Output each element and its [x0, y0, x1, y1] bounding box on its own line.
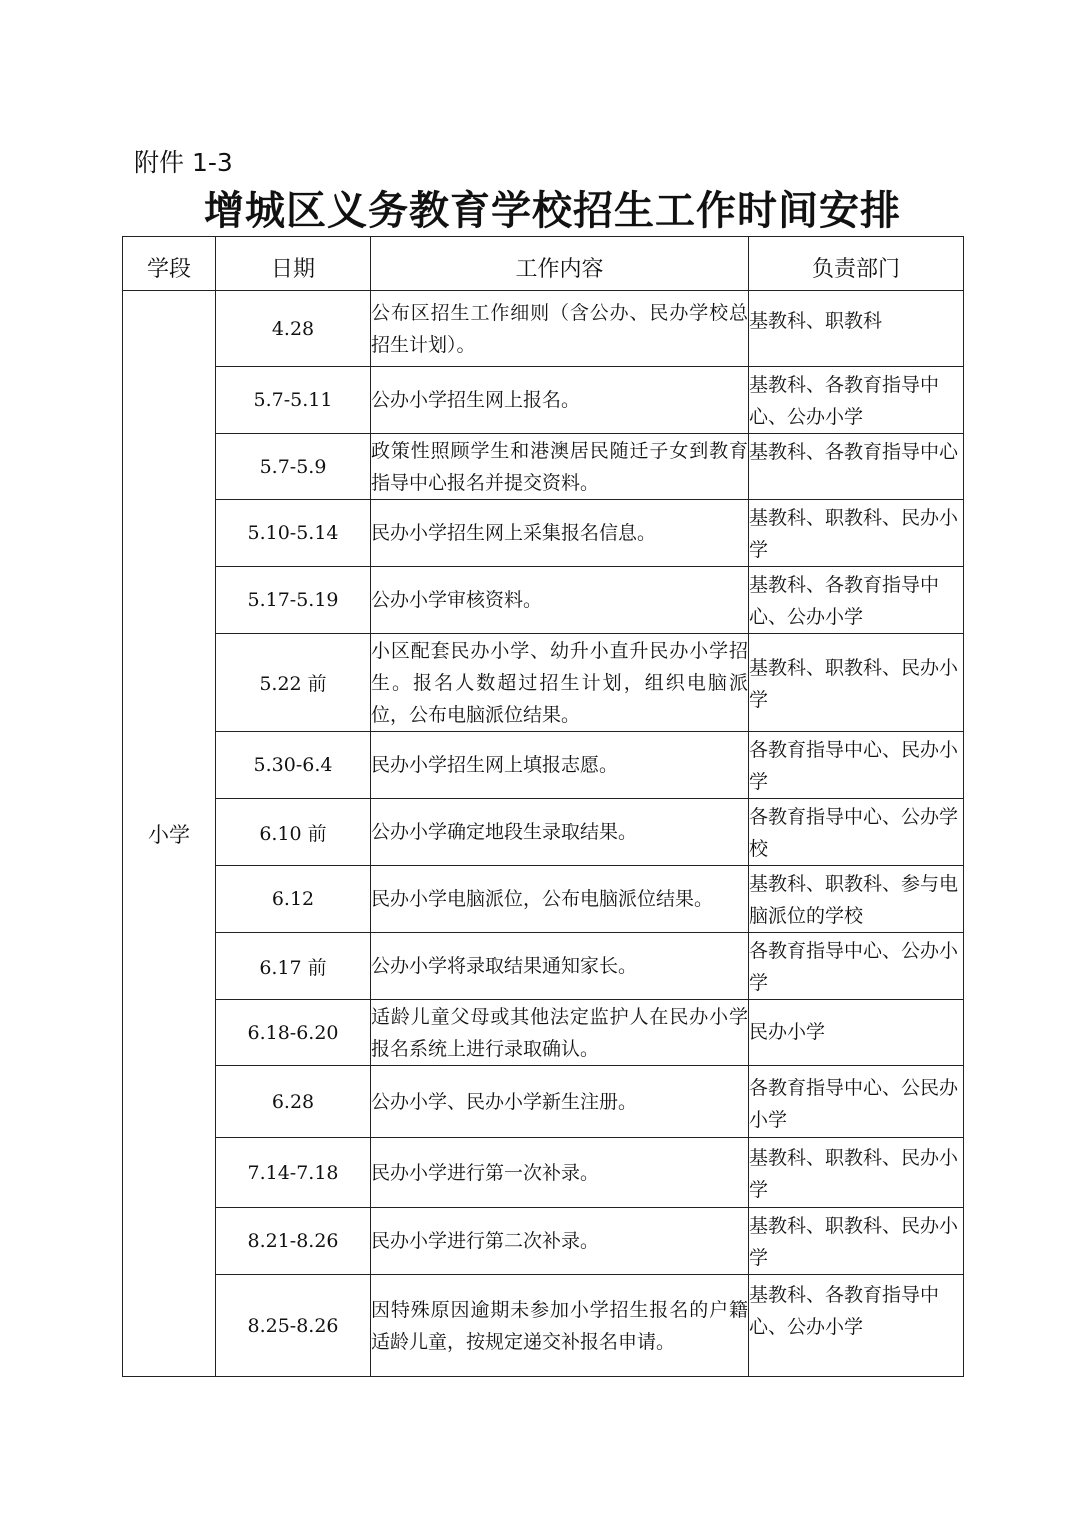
content-cell: 政策性照顾学生和港澳居民随迁子女到教育指导中心报名并提交资料。: [371, 434, 749, 500]
table-row: [123, 799, 964, 866]
dept-text: 基教科、职教科、民办小学: [749, 1147, 959, 1201]
date-cell: 5.30-6.4: [216, 732, 371, 799]
dept-text: 基教科、各教育指导中心、公办小学: [749, 374, 940, 428]
table-row: [123, 367, 964, 434]
table-row: [123, 434, 964, 500]
stage-cell: 小学: [123, 291, 216, 1377]
date-cell: 4.28: [216, 291, 371, 367]
table-header-row: [123, 237, 964, 291]
content-cell: 公办小学审核资料。: [371, 567, 749, 634]
content-cell: 民办小学招生网上填报志愿。: [371, 732, 749, 799]
table-row: [123, 500, 964, 567]
dept-cell: [749, 1275, 964, 1377]
table-row: [123, 291, 964, 367]
table-row: [123, 634, 964, 732]
dept-cell: [749, 634, 964, 732]
dept-cell: [749, 567, 964, 634]
dept-cell: [749, 1066, 964, 1138]
dept-text: 民办小学: [749, 1021, 826, 1043]
content-cell: 民办小学招生网上采集报名信息。: [371, 500, 749, 567]
table-row: [123, 866, 964, 933]
date-cell: 6.18-6.20: [216, 1000, 371, 1066]
content-cell: 民办小学电脑派位，公布电脑派位结果。: [371, 866, 749, 933]
content-cell: 因特殊原因逾期未参加小学招生报名的户籍适龄儿童，按规定递交补报名申请。: [371, 1275, 749, 1377]
content-cell: 公办小学招生网上报名。: [371, 367, 749, 434]
header-stage: 学段: [123, 237, 216, 291]
dept-text: 各教育指导中心、公办小学: [749, 940, 959, 994]
dept-cell: [749, 933, 964, 1000]
content-cell: 民办小学进行第二次补录。: [371, 1208, 749, 1275]
date-cell: 5.7-5.11: [216, 367, 371, 434]
date-cell: 8.25-8.26: [216, 1275, 371, 1377]
dept-text: 基教科、职教科、参与电脑派位的学校: [749, 873, 959, 927]
date-cell: 5.10-5.14: [216, 500, 371, 567]
date-cell: 5.22 前: [216, 634, 371, 732]
schedule-table: [122, 236, 964, 1377]
table-row: [123, 1066, 964, 1138]
dept-text: 基教科、职教科、民办小学: [749, 1215, 959, 1269]
date-cell: 6.10 前: [216, 799, 371, 866]
date-cell: 7.14-7.18: [216, 1138, 371, 1208]
date-cell: 6.17 前: [216, 933, 371, 1000]
content-cell: 适龄儿童父母或其他法定监护人在民办小学报名系统上进行录取确认。: [371, 1000, 749, 1066]
dept-text: 基教科、职教科、民办小学: [749, 657, 959, 711]
dept-text: 各教育指导中心、民办小学: [749, 739, 959, 793]
table-row: [123, 1138, 964, 1208]
table-row: [123, 732, 964, 799]
dept-cell: [749, 291, 964, 367]
dept-cell: [749, 434, 964, 500]
content-cell: 小区配套民办小学、幼升小直升民办小学招生。报名人数超过招生计划，组织电脑派位，公布电脑派位结果。: [371, 634, 749, 732]
header-dept: 负责部门: [749, 237, 964, 291]
table-row: [123, 567, 964, 634]
dept-text: 基教科、各教育指导中心: [749, 441, 959, 463]
dept-cell: [749, 367, 964, 434]
dept-text: 各教育指导中心、公民办小学: [749, 1077, 959, 1131]
dept-text: 基教科、各教育指导中心、公办小学: [749, 574, 940, 628]
date-cell: 6.28: [216, 1066, 371, 1138]
dept-cell: [749, 1000, 964, 1066]
header-content: 工作内容: [371, 237, 749, 291]
content-cell: 公办小学、民办小学新生注册。: [371, 1066, 749, 1138]
table-row: [123, 1275, 964, 1377]
header-date: 日期: [216, 237, 371, 291]
dept-cell: [749, 799, 964, 866]
dept-text: 基教科、职教科、民办小学: [749, 507, 959, 561]
dept-text: 各教育指导中心、公办学校: [749, 806, 959, 860]
dept-text: 基教科、职教科: [749, 310, 883, 332]
dept-text: 基教科、各教育指导中心、公办小学: [749, 1284, 940, 1338]
content-cell: 民办小学进行第一次补录。: [371, 1138, 749, 1208]
table-row: [123, 933, 964, 1000]
attachment-label: 附件 1-3: [134, 148, 233, 177]
date-cell: 8.21-8.26: [216, 1208, 371, 1275]
dept-cell: [749, 1138, 964, 1208]
dept-cell: [749, 866, 964, 933]
content-cell: 公布区招生工作细则（含公办、民办学校总招生计划）。: [371, 291, 749, 367]
table-row: [123, 1000, 964, 1066]
table-row: [123, 1208, 964, 1275]
page-title: 增城区义务教育学校招生工作时间安排: [204, 187, 901, 234]
content-cell: 公办小学将录取结果通知家长。: [371, 933, 749, 1000]
date-cell: 5.17-5.19: [216, 567, 371, 634]
date-cell: 5.7-5.9: [216, 434, 371, 500]
dept-cell: [749, 500, 964, 567]
dept-cell: [749, 1208, 964, 1275]
dept-cell: [749, 732, 964, 799]
date-cell: 6.12: [216, 866, 371, 933]
content-cell: 公办小学确定地段生录取结果。: [371, 799, 749, 866]
